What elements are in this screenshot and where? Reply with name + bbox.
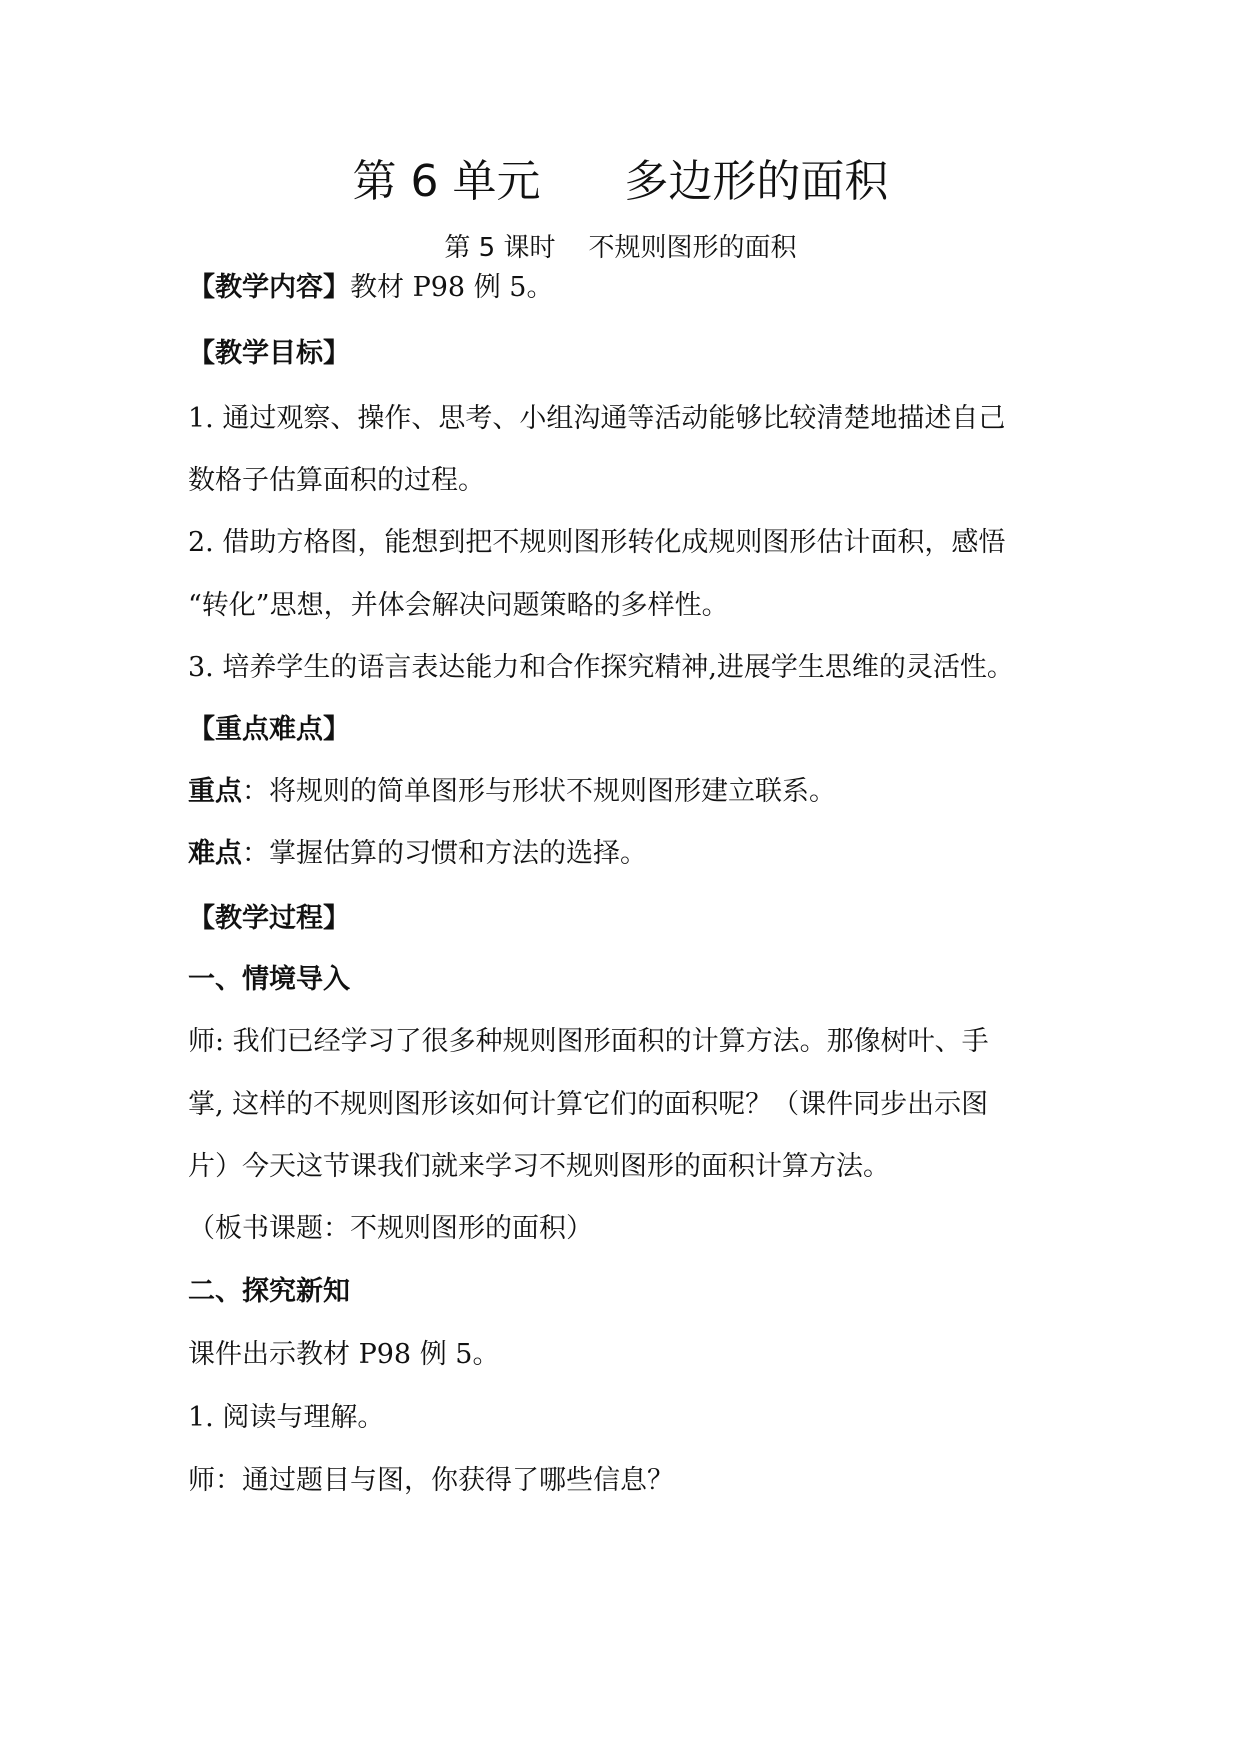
lesson-title: 第 5 课时 不规则图形的面积 [444, 233, 797, 263]
section2-line-2: 1. 阅读与理解。 [188, 1402, 385, 1433]
unit-title: 第 6 单元 多边形的面积 [352, 156, 889, 207]
teaching-content-label: 【教学内容】 [188, 272, 350, 303]
goal-line-4: “转化”思想，并体会解决问题策略的多样性。 [188, 590, 729, 621]
section1-line-3: 片）今天这节课我们就来学习不规则图形的面积计算方法。 [188, 1151, 890, 1182]
goal-line-5: 3. 培养学生的语言表达能力和合作探究精神,进展学生思维的灵活性。 [188, 652, 1014, 683]
focus-text: ：将规则的简单图形与形状不规则图形建立联系。 [242, 776, 836, 807]
difficulty-label: 难点 [188, 838, 242, 869]
goal-line-3: 2. 借助方格图，能想到把不规则图形转化成规则图形估计面积，感悟 [188, 527, 1006, 558]
section2-line-1: 课件出示教材 P98 例 5。 [188, 1339, 500, 1370]
teaching-content-line [188, 266, 1088, 310]
goal-line-1: 1. 通过观察、操作、思考、小组沟通等活动能够比较清楚地描述自己 [188, 403, 1006, 434]
focus-label: 重点 [188, 776, 242, 807]
teaching-goals-heading: 【教学目标】 [188, 338, 350, 369]
process-heading: 【教学过程】 [188, 903, 350, 934]
key-points-heading: 【重点难点】 [188, 714, 350, 745]
teaching-content-text: 教材 P98 例 5。 [350, 272, 554, 303]
section1-line-2: 掌, 这样的不规则图形该如何计算它们的面积呢？（课件同步出示图 [188, 1089, 989, 1120]
goal-line-2: 数格子估算面积的过程。 [188, 465, 485, 496]
difficulty-line [188, 832, 1088, 876]
section1-line-1: 师: 我们已经学习了很多种规则图形面积的计算方法。那像树叶、手 [188, 1026, 989, 1057]
section1-line-4: （板书课题：不规则图形的面积） [188, 1213, 593, 1244]
focus-line [188, 770, 1088, 814]
section1-heading: 一、情境导入 [188, 964, 350, 995]
section2-line-3: 师：通过题目与图，你获得了哪些信息？ [188, 1465, 674, 1496]
difficulty-text: ：掌握估算的习惯和方法的选择。 [242, 838, 647, 869]
section2-heading: 二、探究新知 [188, 1276, 350, 1307]
